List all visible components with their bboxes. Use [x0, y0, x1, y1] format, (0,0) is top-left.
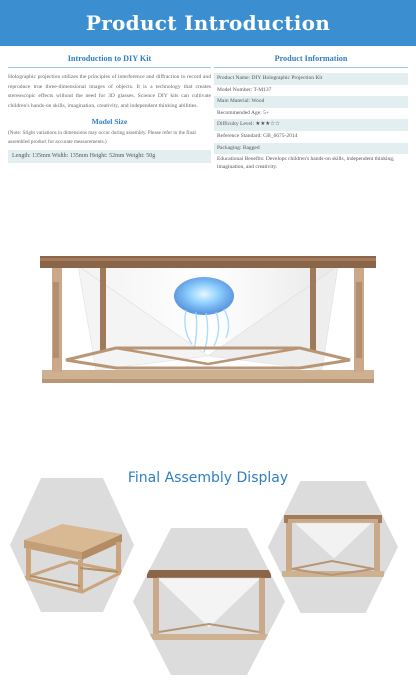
model-size-note: (Note: Slight variations in dimensions may occur during assembly. Please refer to the final assembled product for accurate measurements.)	[8, 130, 196, 146]
hologram-product-image	[36, 252, 380, 398]
product-info-title: Product Information	[214, 54, 408, 68]
model-size-title: Model Size	[91, 117, 128, 127]
intro-column	[8, 54, 211, 163]
info-row-difficulty: Difficulty Level: ★★★☆☆	[214, 119, 408, 131]
assembly-photo-2	[133, 528, 285, 675]
assembly-title: Final Assembly Display	[127, 470, 289, 486]
info-row-product-name: Product Name: DIY Holographic Projection Kit	[214, 73, 408, 85]
assembly-photo-3	[268, 481, 398, 613]
info-row-packaging: Packaging: Bagged	[214, 143, 408, 155]
info-row-benefits: Educational Benefits: Develops children's hands-on skills, independent thinking, imagination, and creativity.	[217, 156, 395, 170]
assembly-photo-1	[10, 478, 134, 612]
page-title: Product Introduction	[85, 11, 331, 35]
info-row-material: Main Material: Wood	[214, 96, 408, 108]
info-row-model-number: Model Number: T-M137	[217, 86, 272, 93]
intro-section-title: Introduction to DIY Kit	[8, 54, 211, 68]
page-banner	[0, 0, 416, 46]
product-info-column	[214, 54, 408, 173]
dimensions-row: Length: 135mm Width: 135mm Height: 52mm Weight: 50g	[8, 150, 211, 163]
info-row-age: Recommended Age: 5+	[217, 109, 269, 116]
intro-paragraph: Holographic projection utilizes the principles of interference and diffraction to record and reproduce true three-dimensional images of objects. It is a technology that creates stereoscopic effects without the need for 3D glasses. Science DIY kits can cultivate children's hands-on skills, imagination, creativity, and independent thinking abilities.	[8, 74, 211, 109]
info-row-standard: Reference Standard: GB_6675-2014	[217, 132, 298, 139]
